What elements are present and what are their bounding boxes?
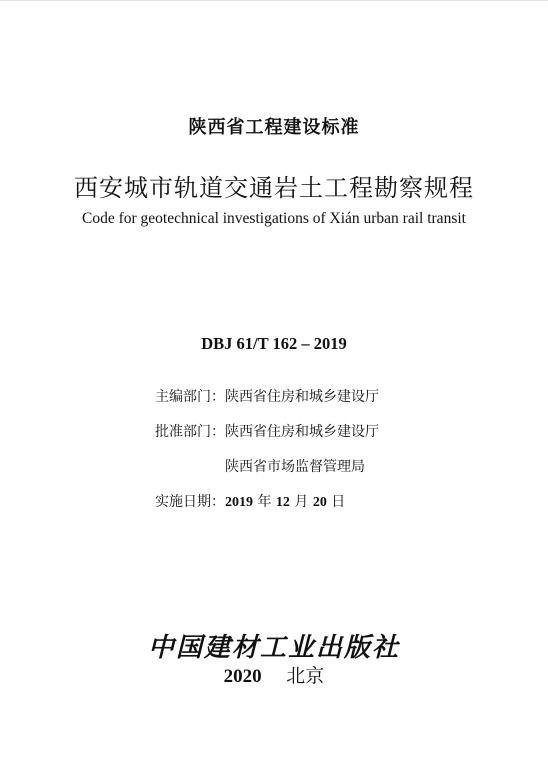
date-month-unit: 月 (294, 494, 309, 510)
standard-category: 陕西省工程建设标准 (188, 117, 360, 138)
date-month: 12 (275, 495, 290, 510)
date-year: 2019 (225, 495, 253, 510)
title-chinese: 西安城市轨道交通岩土工程勘察规程 (74, 174, 474, 202)
date-day: 20 (312, 495, 327, 510)
implementation-date-value (225, 491, 345, 511)
editor-dept-label: 主编部门： (155, 389, 225, 405)
publication-city: 北京 (286, 665, 325, 687)
date-year-unit: 年 (257, 494, 272, 510)
date-day-unit: 日 (331, 494, 346, 510)
publisher-logo: 中国建材工业出版社 (147, 633, 400, 663)
title-english: Code for geotechnical investigations of Xián urban rail transit (82, 210, 466, 227)
publication-year: 2020 (223, 666, 262, 687)
editor-dept-value: 陕西省住房和城乡建设厅 (225, 389, 379, 405)
approval-dept-label: 批准部门： (155, 424, 225, 440)
publication-place (0, 661, 548, 688)
standard-code: DBJ 61/T 162 – 2019 (201, 334, 347, 353)
approval-dept-value-2: 陕西省市场监督管理局 (225, 459, 365, 475)
implementation-date-label: 实施日期： (155, 494, 225, 510)
top-border (0, 0, 548, 1)
approval-dept-value-1: 陕西省住房和城乡建设厅 (225, 424, 379, 440)
